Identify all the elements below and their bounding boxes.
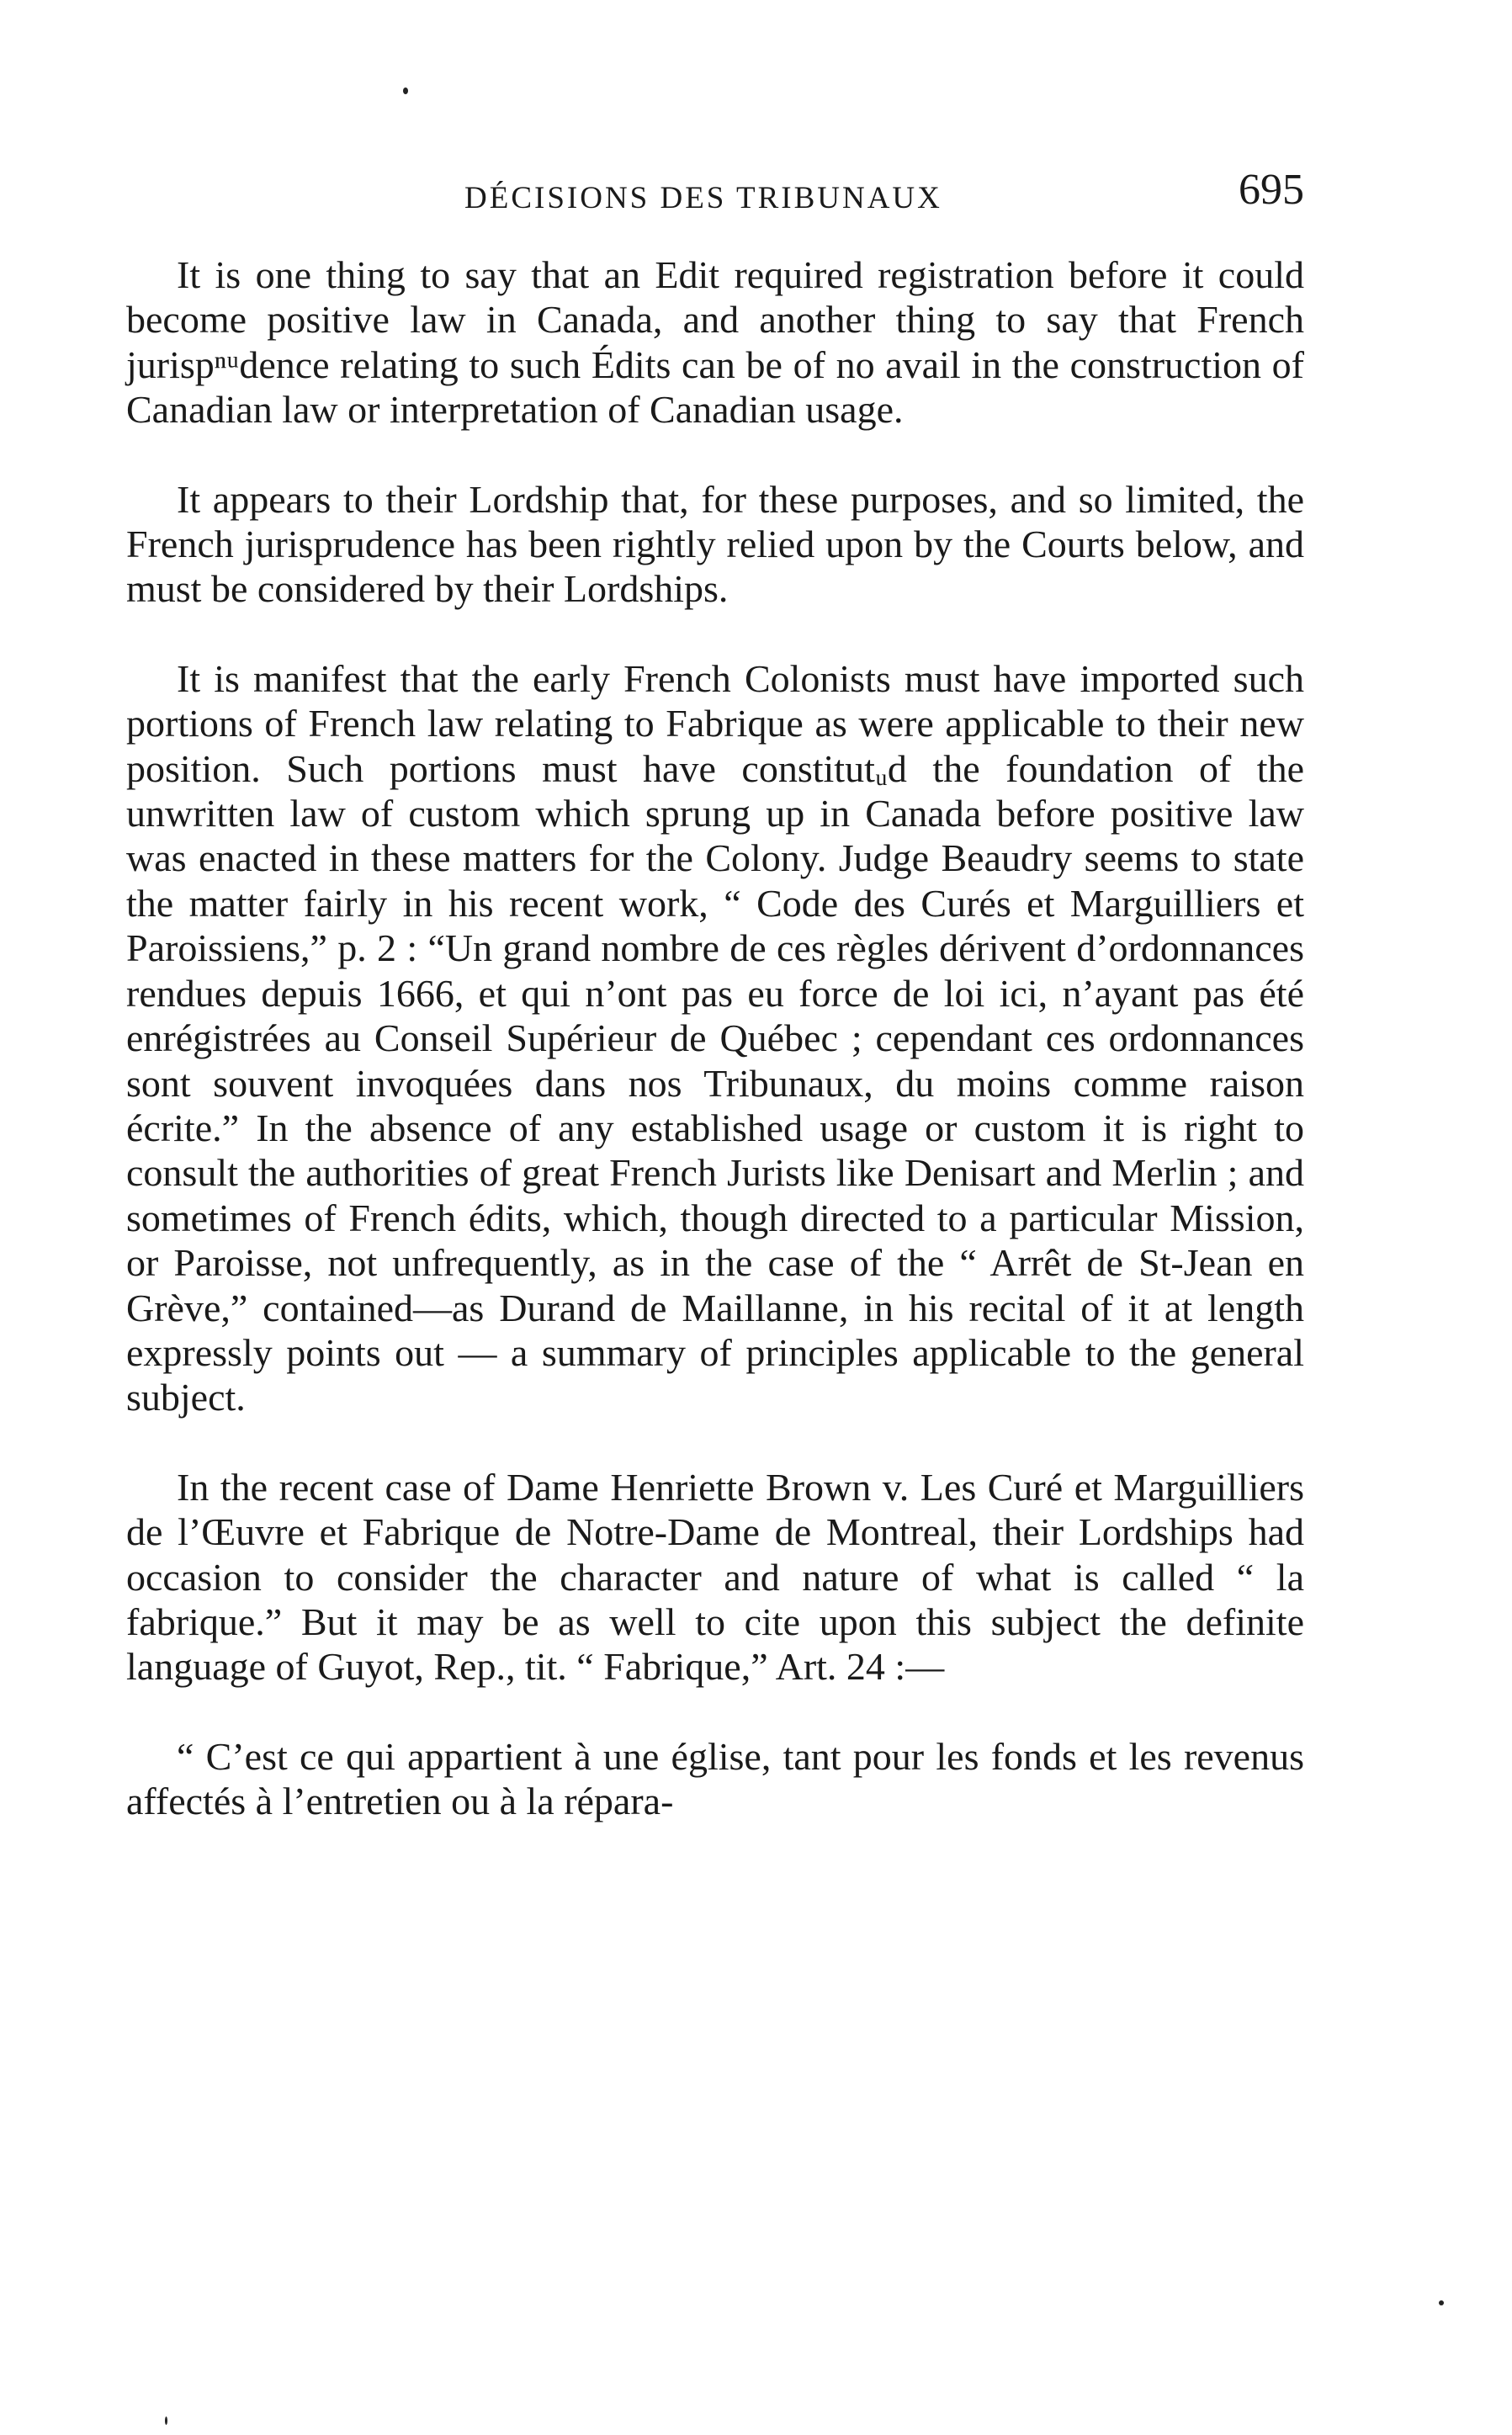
- paragraph: It is manifest that the early French Colonists must have imported such portions of French law relating to Fabrique as were applicable to their new position. Such portions must have constitutᵤd the foundation of the unwritten law of custom which sprung up in Canada before positive law was enacted in these matters for the Colony. Judge Beaudry seems to state the matter fairly in his recent work, “ Code des Curés et Marguilliers et Paroissiens,” p. 2 : “Un grand nombre de ces règles dérivent d’ordonnances rendues depuis 1666, et qui n’ont pas eu force de loi ici, n’ayant pas été enrégistrées au Conseil Supérieur de Québec ; cependant ces ordonnances sont souvent invoquées dans nos Tribunaux, du moins comme raison écrite.” In the absence of any established usage or custom it is right to consult the authorities of great French Jurists like Denisart and Merlin ; and sometimes of French édits, which, though directed to a particular Mission, or Paroisse, not unfrequently, as in the case of the “ Arrêt de St-Jean en Grève,” contained—as Durand de Maillanne, in his recital of it at length expressly points out — a summary of principles applicable to the general subject.: [126, 656, 1304, 1419]
- print-speck: [165, 2416, 167, 2425]
- page-header: [126, 165, 1304, 224]
- page-number: 695: [1239, 166, 1304, 214]
- print-speck: [1439, 2300, 1444, 2305]
- running-head: DÉCISIONS DES TRIBUNAUX: [464, 181, 942, 215]
- print-speck: [403, 88, 408, 94]
- paragraph: It appears to their Lordship that, for these purposes, and so limited, the French jurisprudence has been rightly relied upon by the Courts below, and must be considered by their Lordships.: [126, 477, 1304, 611]
- quotation-paragraph: “ C’est ce qui appartient à une église, tant pour les fonds et les revenus affectés à l’entretien ou à la répara-: [126, 1734, 1304, 1823]
- paragraph: It is one thing to say that an Edit required registration before it could become positive law in Canada, and another thing to say that French jurispⁿᵘdence relating to such Édits can be of no avail in the construction of Canadian law or interpretation of Canadian usage.: [126, 253, 1304, 432]
- body-text: [126, 252, 1304, 1824]
- paragraph: In the recent case of Dame Henriette Brown v. Les Curé et Marguilliers de l’Œuvre et Fabrique de Notre-Dame de Montreal, their Lordships had occasion to consider the character and nature of what is called “ la fabrique.” But it may be as well to cite upon this subject the definite language of Guyot, Rep., tit. “ Fabrique,” Art. 24 :—: [126, 1465, 1304, 1689]
